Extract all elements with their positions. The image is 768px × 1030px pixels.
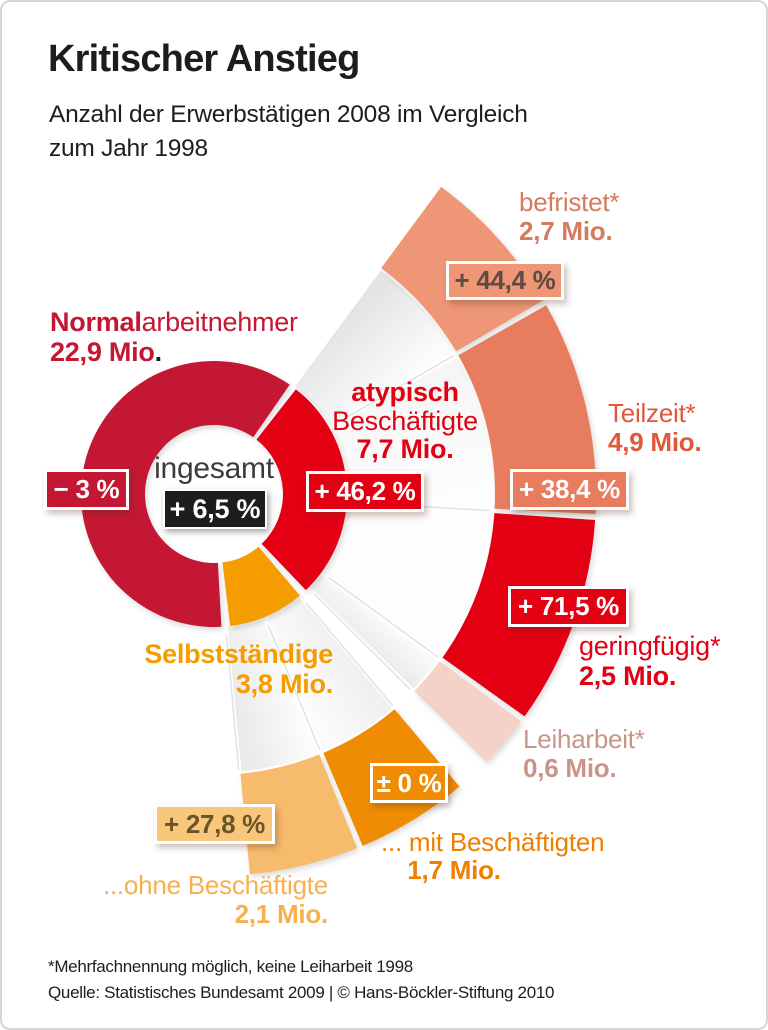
label-normalarbeitnehmer-bold: Normal xyxy=(50,307,142,337)
subtitle-line-2: zum Jahr 1998 xyxy=(49,135,208,162)
change-badge-befristet: + 44,4 % xyxy=(446,261,564,300)
source-line: Quelle: Statistisches Bundesamt 2009 | © Hans-Böckler-Stiftung 2010 xyxy=(48,983,555,1002)
label-leiharbeit-value: 0,6 Mio. xyxy=(523,753,617,783)
normal-value-period: . xyxy=(154,337,162,367)
label-teilzeit xyxy=(608,399,701,457)
label-mit-beschaeftigten-value: 1,7 Mio. xyxy=(407,855,501,885)
label-atypisch xyxy=(314,378,496,464)
change-badge-mit-beschaeftigten: ± 0 % xyxy=(370,763,448,803)
label-normalarbeitnehmer xyxy=(50,307,298,367)
label-ohne-beschaeftigte-name: ...ohne Beschäftigte xyxy=(102,870,328,900)
change-badge-ohne-beschaeftigte: + 27,8 % xyxy=(154,804,275,844)
label-teilzeit-name: Teilzeit* xyxy=(608,398,696,428)
label-befristet-value: 2,7 Mio. xyxy=(519,216,613,246)
footnote: *Mehrfachnennung möglich, keine Leiharbeit 1998 xyxy=(48,957,413,976)
page-title: Kritischer Anstieg xyxy=(48,38,360,80)
label-atypisch-line2: Beschäftigte xyxy=(332,405,478,436)
page-subtitle xyxy=(49,98,528,166)
label-befristet xyxy=(519,188,619,246)
label-befristet-name: befristet* xyxy=(519,187,620,217)
change-badge-teilzeit: + 38,4 % xyxy=(510,469,629,510)
label-normalarbeitnehmer-name xyxy=(50,307,298,337)
label-selbststaendige-name: Selbstständige xyxy=(144,639,333,669)
subtitle-line-1: Anzahl der Erwerbstätigen 2008 im Vergleich xyxy=(49,101,528,128)
center-label: ingesamt xyxy=(154,452,274,485)
change-badge-normalarbeitnehmer: − 3 % xyxy=(44,469,129,510)
label-ohne-beschaeftigte xyxy=(88,871,328,929)
label-ohne-beschaeftigte-value: 2,1 Mio. xyxy=(234,899,328,929)
label-normalarbeitnehmer-value xyxy=(50,337,298,367)
label-normalarbeitnehmer-rest: arbeitnehmer xyxy=(141,307,298,337)
label-atypisch-line1: atypisch xyxy=(351,377,459,407)
change-badge-geringfuegig: + 71,5 % xyxy=(508,586,629,627)
label-mit-beschaeftigten: ... mit Beschäftigten xyxy=(381,827,605,857)
label-geringfuegig xyxy=(579,631,720,691)
label-atypisch-value: 7,7 Mio. xyxy=(356,434,454,464)
change-badge-atypisch: + 46,2 % xyxy=(306,471,424,512)
label-leiharbeit-name: Leiharbeit* xyxy=(523,724,645,754)
label-leiharbeit xyxy=(523,725,645,783)
label-geringfuegig-name: geringfügig* xyxy=(579,631,721,661)
center-change-badge: + 6,5 % xyxy=(163,489,267,529)
label-selbststaendige xyxy=(133,639,333,699)
label-teilzeit-value: 4,9 Mio. xyxy=(608,427,702,457)
label-geringfuegig-value: 2,5 Mio. xyxy=(579,661,677,691)
normal-value-text: 22,9 Mio xyxy=(50,337,155,367)
label-selbststaendige-value: 3,8 Mio. xyxy=(235,669,333,699)
